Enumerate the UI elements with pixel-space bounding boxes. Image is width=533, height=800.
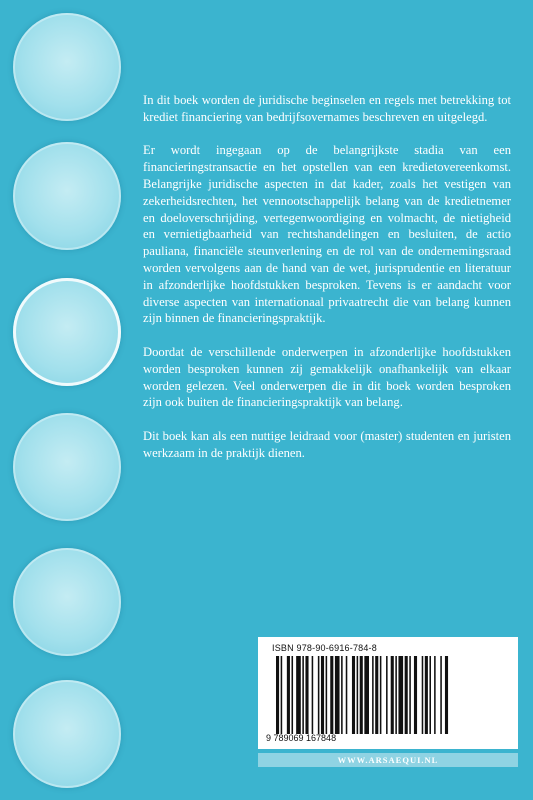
decorative-circle	[13, 13, 121, 121]
decorative-circle	[13, 680, 121, 788]
paragraph-audience: Dit boek kan als een nuttige leidraad voor (master) studenten en juristen werkzaam in de praktijk dienen.	[143, 428, 511, 460]
barcode-box	[258, 637, 518, 749]
paragraph-chapters: Doordat de verschillende onderwerpen in afzonderlijke hoofdstukken worden besproken kunnen zij gemakkelijk onafhankelijk van elkaar worden gelezen. Veel onderwerpen die in dit boek worden besproken zijn ook buiten de financieringspraktijk van belang.	[143, 344, 511, 410]
barcode-digits: 9 789069 167848	[266, 733, 337, 743]
back-cover-text	[143, 92, 511, 478]
isbn-label: ISBN 978-90-6916-784-8	[272, 643, 377, 653]
decorative-circle	[13, 548, 121, 656]
barcode-icon	[270, 656, 506, 734]
decorative-circle	[13, 142, 121, 250]
paragraph-intro: In dit boek worden de juridische beginselen en regels met betrekking tot krediet financiering van bedrijfsovernames beschreven en uitgelegd.	[143, 93, 511, 124]
publisher-website: WWW.ARSAEQUI.NL	[258, 753, 518, 767]
decorative-circles	[0, 0, 140, 800]
paragraph-stages: Er wordt ingegaan op de belangrijkste stadia van een financieringstransactie en het opstellen van een kredietovereenkomst. Belangrijke juridische aspecten in dat kader, zoals het vestigen van zekerheidsrechten, het vennootschappelijk belang van de kredietnemer en doeloverschrijding, vertegenwoordiging en volmacht, de nietigheid en vernietigbaarheid van rechtshandelingen en besluiten, de actio pauliana, financiële steunverlening en de rol van de ondernemingsraad worden vervolgens aan de hand van de wet, jurisprudentie en literatuur in afzonderlijke hoofdstukken besproken. Tevens is er aandacht voor diverse aspecten van internationaal privaatrecht die van belang kunnen zijn binnen de financieringspraktijk.	[143, 143, 511, 326]
decorative-circle	[13, 413, 121, 521]
decorative-circle	[13, 278, 121, 386]
